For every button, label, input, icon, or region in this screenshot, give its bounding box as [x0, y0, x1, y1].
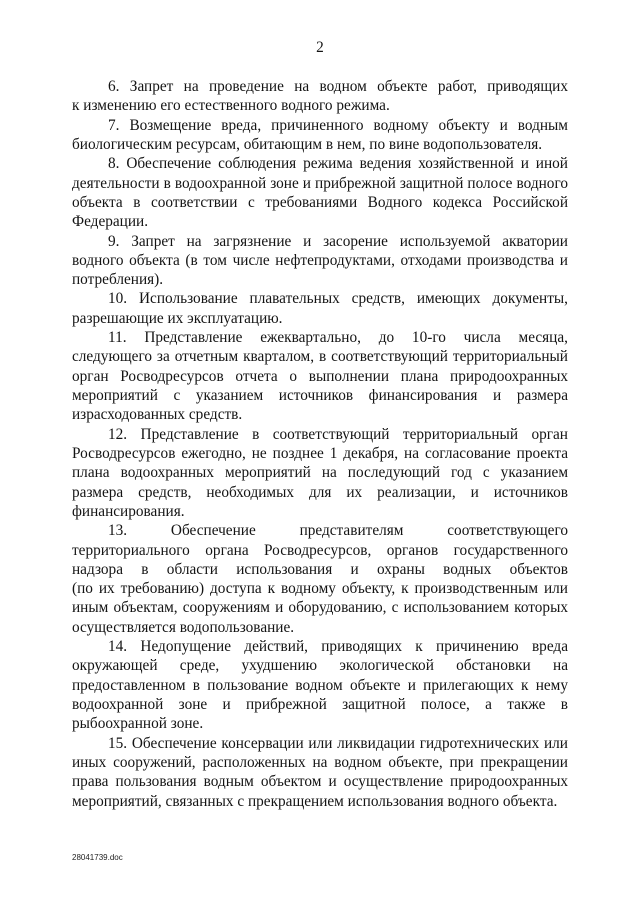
paragraph-line: водного объекта (в том числе нефтепродуктами, отходами производства и [72, 251, 568, 269]
paragraph-line: 11. Представление ежеквартально, до 10-го числа месяца, [108, 329, 568, 347]
paragraph-line: мероприятий с указанием источников финансирования и размера [72, 387, 568, 404]
paragraph-line: биологическим ресурсам, обитающим в нем, по вине водопользователя. [72, 135, 543, 153]
footer-filename: 28041739.doc [72, 853, 123, 862]
paragraph-line: Федерации. [72, 213, 149, 231]
paragraph-item-15 [72, 734, 568, 811]
paragraph-item-9 [72, 232, 568, 290]
paragraph-line: 14. Недопущение действий, приводящих к причинению вреда [108, 638, 568, 656]
paragraph-line: потребления). [72, 271, 164, 289]
paragraph-line: израсходованных средств. [72, 406, 243, 424]
paragraph-line: 13. Обеспечение представителям соответствующего [108, 522, 568, 540]
paragraph-line: осуществляется водопользование. [72, 618, 295, 636]
paragraph-item-8 [72, 154, 568, 231]
paragraph-item-14 [72, 637, 568, 734]
paragraph-line: 12. Представление в соответствующий территориальный орган [108, 425, 568, 443]
paragraph-item-13 [72, 521, 568, 637]
paragraph-line: орган Росводресурсов отчета о выполнении плана природоохранных [72, 367, 568, 385]
paragraph-line: Росводресурсов ежегодно, не позднее 1 декабря, на согласование проекта [72, 444, 568, 462]
paragraph-line: следующего за отчетным кварталом, в соответствующий территориальный [72, 348, 568, 366]
paragraph-line: 6. Запрет на проведение на водном объекте работ, приводящих [108, 78, 568, 95]
paragraph-line: к изменению его естественного водного режима. [72, 97, 390, 115]
paragraph-line: мероприятий, связанных с прекращением использования водного объекта. [72, 792, 558, 810]
paragraph-line: 10. Использование плавательных средств, имеющих документы, [108, 290, 568, 308]
paragraph-line: размера средств, необходимых для их реализации, и источников [72, 483, 568, 501]
paragraph-item-12 [72, 425, 568, 522]
paragraph-line: 15. Обеспечение консервации или ликвидации гидротехнических или [108, 734, 568, 752]
paragraph-line: рыбоохранной зоне. [72, 715, 204, 733]
paragraph-item-7 [72, 116, 568, 155]
paragraph-line: территориального органа Росводресурсов, органов государственного [72, 541, 568, 559]
paragraph-line: разрешающие их эксплуатацию. [72, 309, 283, 327]
paragraph-line: плана водоохранных мероприятий на последующий год с указанием [72, 464, 568, 482]
paragraph-line: 8. Обеспечение соблюдения режима ведения хозяйственной и иной [108, 155, 568, 173]
paragraph-line: деятельности в водоохранной зоне и прибрежной защитной полосе водного [72, 174, 568, 192]
paragraph-line: водоохранной зоне и прибрежной защитной полосе, а также в [72, 696, 568, 713]
paragraph-item-10 [72, 289, 568, 328]
paragraph-line: (по их требованию) доступа к водному объекту, к производственным или [72, 580, 568, 598]
paragraph-line: финансирования. [72, 502, 185, 520]
paragraph-line: окружающей среде, ухудшению экологической обстановки на [72, 657, 568, 675]
page-number: 2 [316, 39, 324, 56]
paragraph-item-11 [72, 328, 568, 425]
paragraph-line: иным объектам, сооружениям и оборудованию, с использованием которых [72, 599, 568, 617]
paragraph-line: объекта в соответствии с требованиями Водного кодекса Российской [72, 193, 568, 211]
paragraph-line: 9. Запрет на загрязнение и засорение используемой акватории [108, 232, 568, 250]
document-body [72, 77, 568, 811]
paragraph-line: права пользования водным объектом и осуществление природоохранных [72, 773, 568, 791]
paragraph-line: 7. Возмещение вреда, причиненного водному объекту и водным [108, 116, 568, 134]
paragraph-line: иных сооружений, расположенных на водном объекте, при прекращении [72, 753, 568, 771]
paragraph-line: надзора в области использования и охраны водных объектов [72, 560, 568, 578]
paragraph-line: предоставленном в пользование водном объекте и прилегающих к нему [72, 676, 568, 694]
paragraph-item-6 [72, 77, 568, 116]
